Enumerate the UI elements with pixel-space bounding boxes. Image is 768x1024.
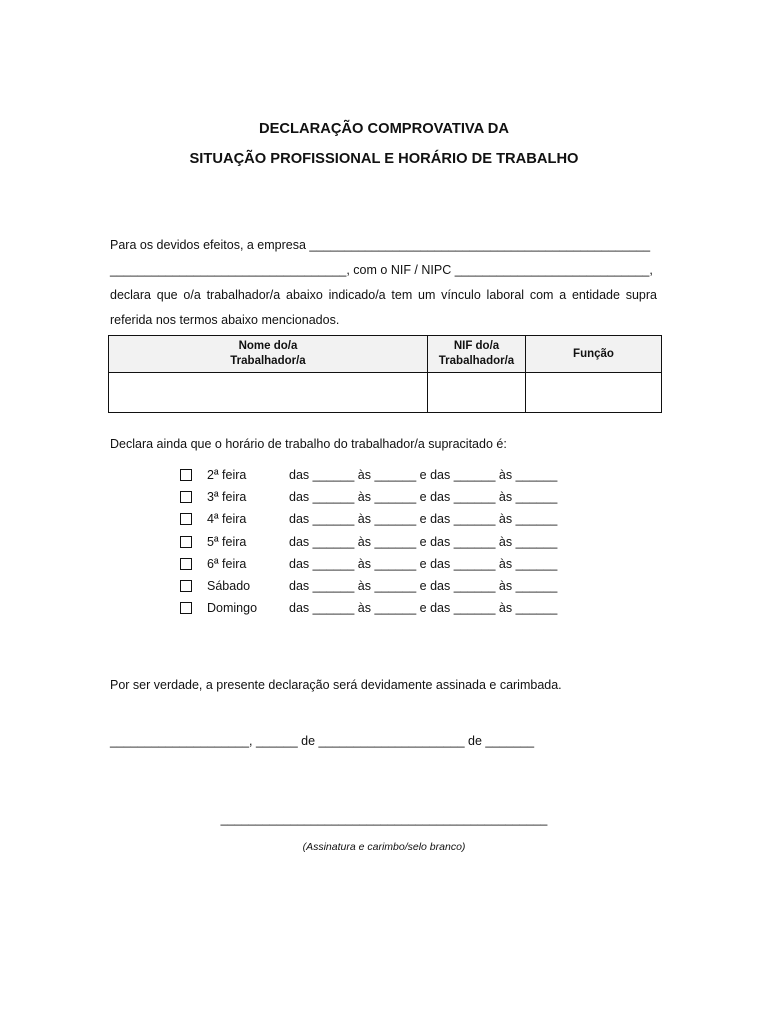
schedule-day-label: 4ª feira [207, 512, 247, 526]
worker-table [108, 335, 662, 413]
intro-nif-line: __________________________________, com o NIF / NIPC ____________________________, [110, 263, 653, 277]
header-function-label: Função [573, 347, 614, 360]
checkbox-icon [180, 491, 192, 503]
schedule-day-label: 2ª feira [207, 468, 247, 482]
schedule-hours-blanks: das ______ às ______ e das ______ às ______ [289, 535, 558, 549]
schedule-day-label: 5ª feira [207, 535, 247, 549]
checkbox-icon [180, 513, 192, 525]
closing-statement: Por ser verdade, a presente declaração será devidamente assinada e carimbada. [110, 678, 562, 692]
schedule-row-saturday [0, 578, 768, 594]
schedule-hours-blanks: das ______ às ______ e das ______ às ______ [289, 557, 558, 571]
schedule-day-label: 6ª feira [207, 557, 247, 571]
signature-line: _______________________________________________ [220, 812, 548, 826]
schedule-hours-blanks: das ______ às ______ e das ______ às ______ [289, 490, 558, 504]
schedule-hours-blanks: das ______ às ______ e das ______ às ______ [289, 601, 558, 615]
worker-table-header-row [109, 336, 662, 373]
schedule-row-wednesday [0, 511, 768, 527]
signature-caption: (Assinatura e carimbo/selo branco) [302, 841, 466, 853]
cell-function [526, 373, 662, 413]
intro-declaration-line: declara que o/a trabalhador/a abaixo indicado/a tem um vínculo laboral com a entidade supra [110, 288, 657, 302]
header-worker-nif-line1: NIF do/a [453, 340, 500, 352]
schedule-day-label: 3ª feira [207, 490, 247, 504]
schedule-day-label: Sábado [207, 579, 251, 593]
schedule-row-thursday [0, 534, 768, 550]
schedule-hours-blanks: das ______ às ______ e das ______ às ______ [289, 512, 558, 526]
schedule-day-label: Domingo [207, 601, 258, 615]
document-title-line1: DECLARAÇÃO COMPROVATIVA DA [259, 121, 509, 137]
intro-reference-line: referida nos termos abaixo mencionados. [110, 313, 340, 327]
header-worker-nif [428, 336, 526, 373]
header-worker-name-line1: Nome do/a [238, 340, 298, 352]
schedule-row-friday [0, 556, 768, 572]
cell-worker-nif [428, 373, 526, 413]
document-title-line2: SITUAÇÃO PROFISSIONAL E HORÁRIO DE TRABALHO [189, 151, 579, 167]
header-worker-name-line2: Trabalhador/a [230, 355, 306, 367]
cell-worker-name [109, 373, 428, 413]
header-worker-name [109, 336, 428, 373]
checkbox-icon [180, 469, 192, 481]
table-row [109, 373, 662, 413]
schedule-row-sunday [0, 600, 768, 616]
place-date-line: ____________________, ______ de _____________________ de _______ [110, 734, 535, 748]
schedule-row-monday [0, 467, 768, 483]
checkbox-icon [180, 536, 192, 548]
schedule-hours-blanks: das ______ às ______ e das ______ às ______ [289, 468, 558, 482]
header-worker-nif-line2: Trabalhador/a [438, 355, 515, 367]
schedule-intro: Declara ainda que o horário de trabalho do trabalhador/a supracitado é: [110, 437, 507, 451]
header-function [526, 336, 662, 373]
intro-company-line: Para os devidos efeitos, a empresa _________________________________________________ [110, 238, 651, 252]
checkbox-icon [180, 558, 192, 570]
schedule-hours-blanks: das ______ às ______ e das ______ às ______ [289, 579, 558, 593]
checkbox-icon [180, 580, 192, 592]
schedule-row-tuesday [0, 489, 768, 505]
checkbox-icon [180, 602, 192, 614]
